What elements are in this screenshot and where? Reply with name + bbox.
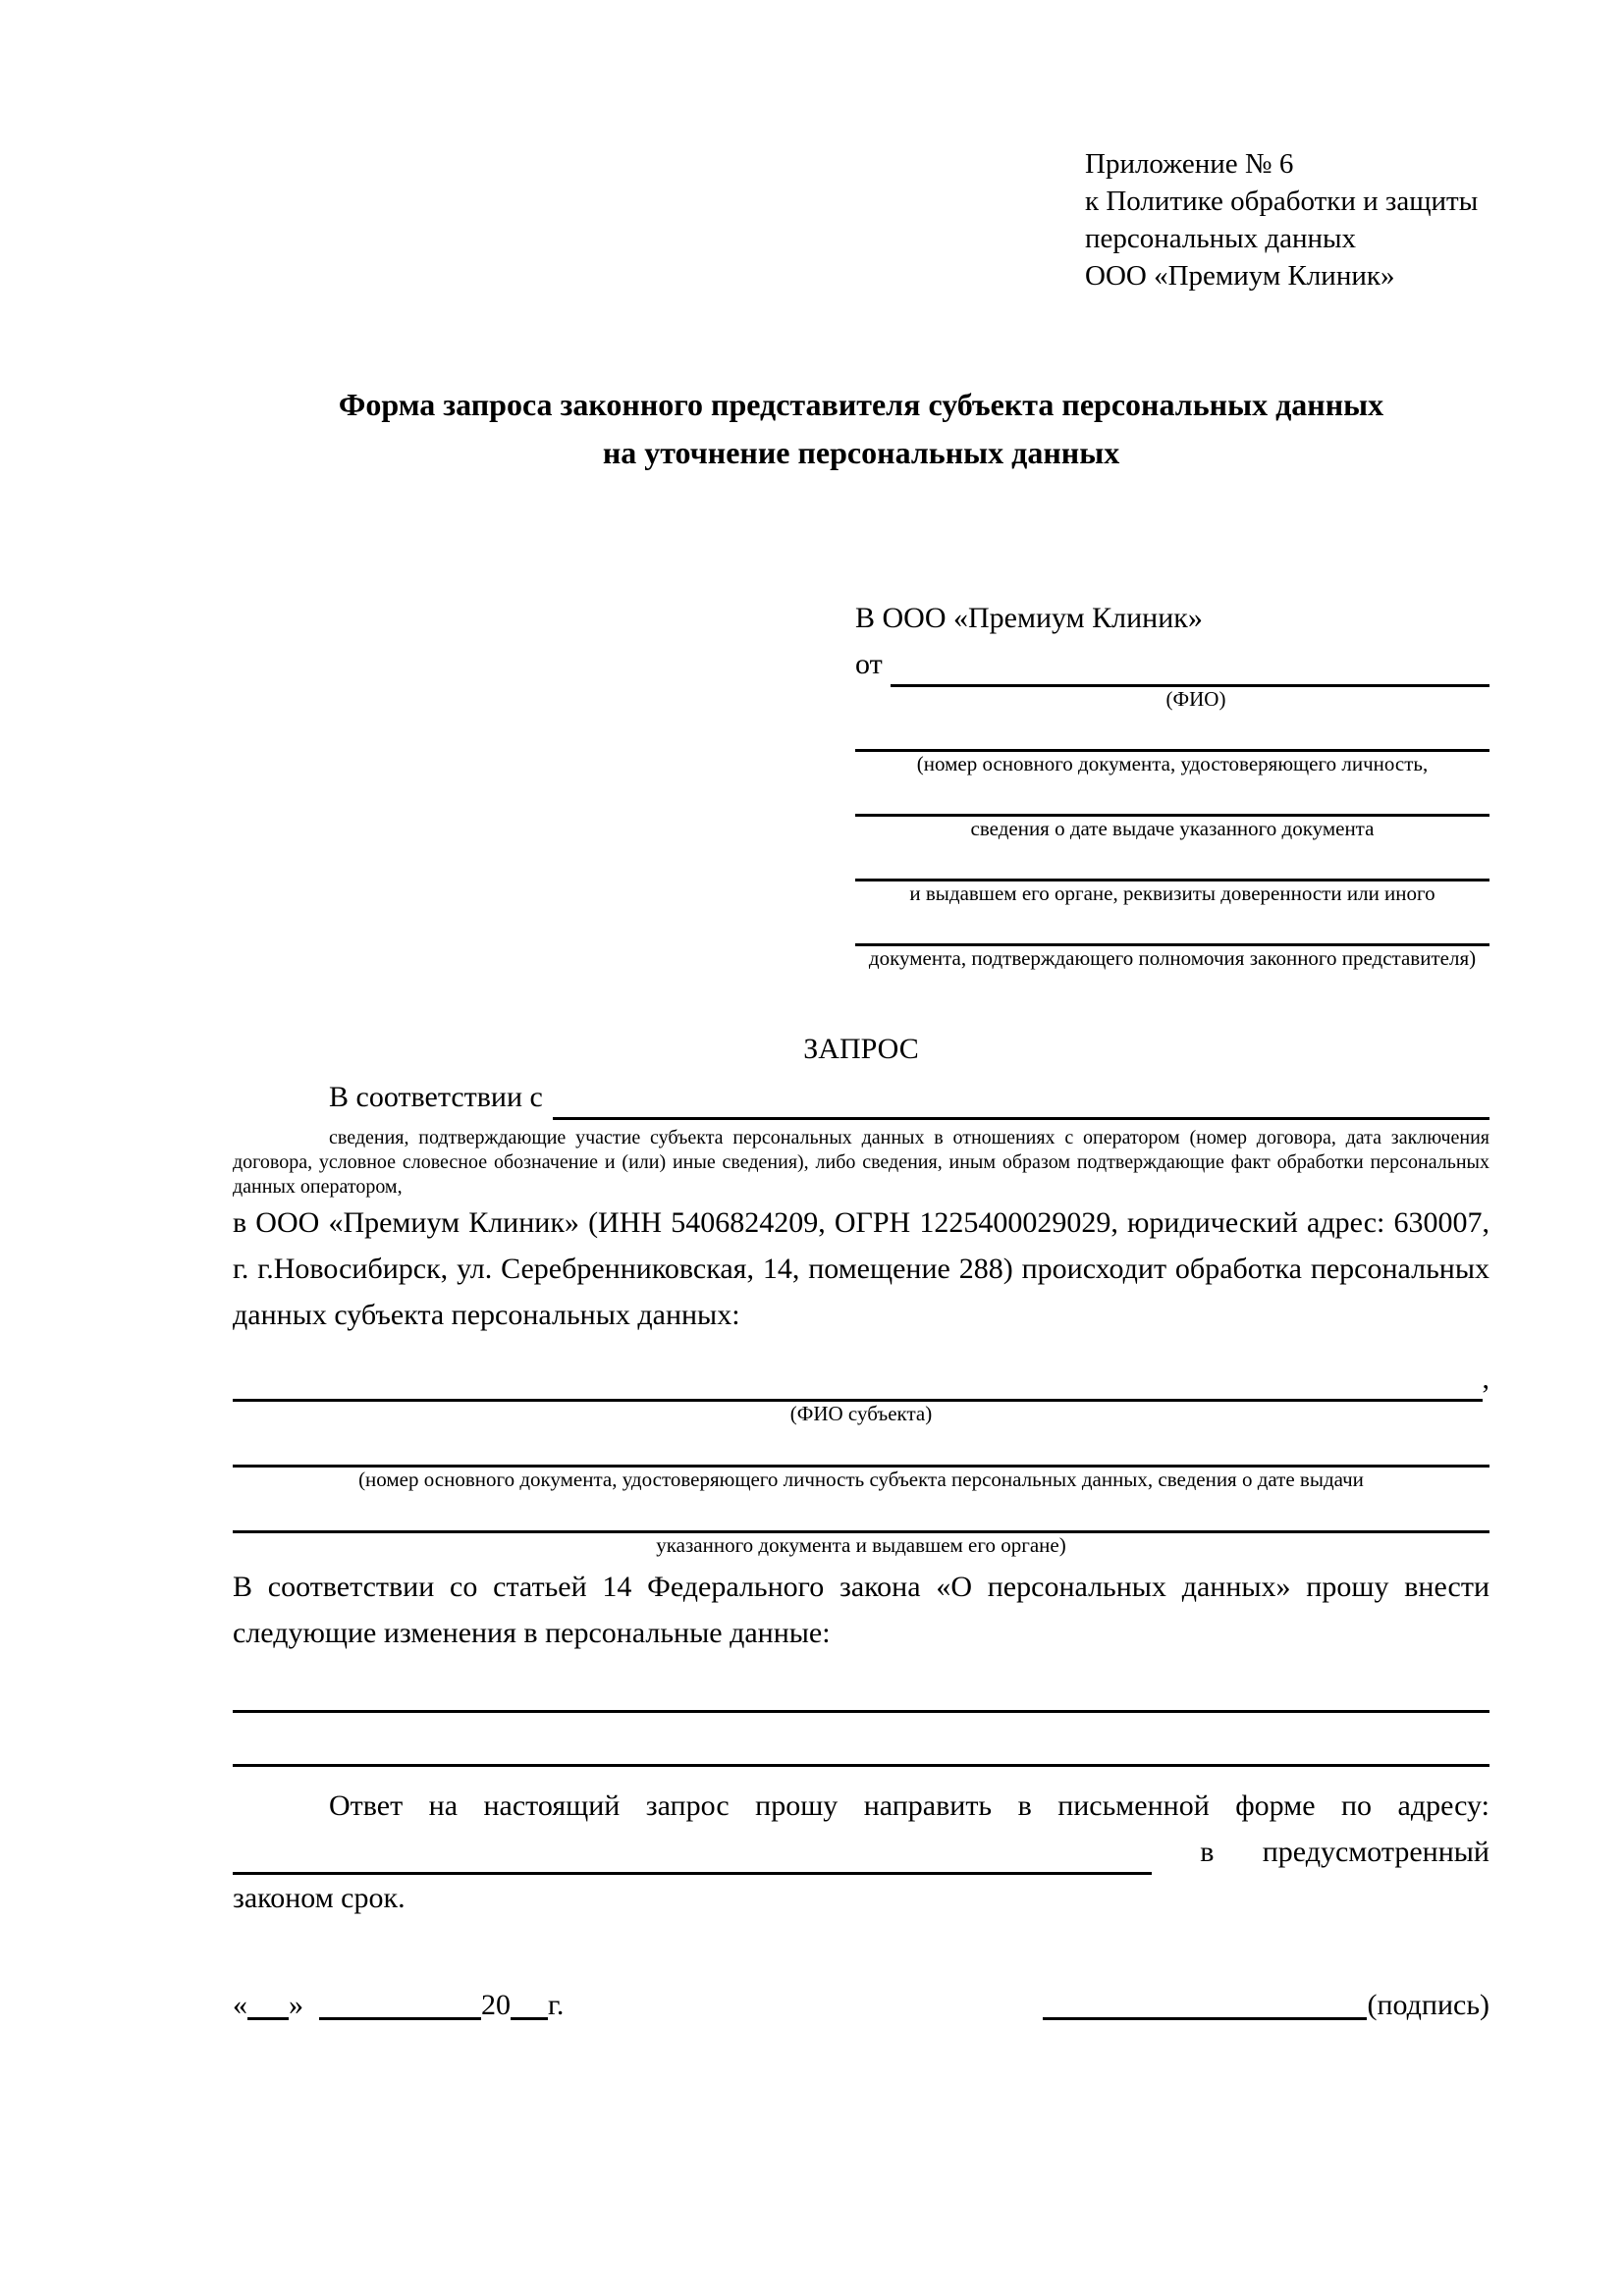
addressee-from-row	[855, 641, 1489, 687]
intro-note: сведения, подтверждающие участие субъекта персональных данных в отношениях с оператором (номер договора, дата заключения договора, условное словесное обозначение и (или) иные сведения), либо сведения, иным образом подтверждающие факт обработки персональных данных оператором,	[233, 1127, 1489, 1198]
doc-blank-line-1	[855, 712, 1489, 752]
month-blank-line	[319, 1993, 481, 2020]
signature-caption: (подпись)	[1367, 1989, 1489, 2021]
year-suffix: г.	[548, 1989, 565, 2021]
subject-doc-blank-line-1	[233, 1426, 1489, 1468]
date-signature-row	[233, 1982, 1489, 2028]
addressee-to: В ООО «Премиум Клиник»	[855, 602, 1203, 634]
subject-fio-trailing-comma: ,	[1482, 1362, 1489, 1395]
addressee-block	[855, 595, 1489, 971]
fio-blank-line	[891, 650, 1489, 687]
date-field	[233, 1982, 564, 2028]
intro-row	[233, 1074, 1489, 1120]
year-prefix: 20	[481, 1989, 511, 2021]
answer-request-line: Ответ на настоящий запрос прошу направить в письменной форме по адресу:	[329, 1789, 1489, 1822]
changes-blank-line-2	[233, 1713, 1489, 1767]
intro-blank-line	[553, 1083, 1489, 1120]
fio-caption: (ФИО)	[1165, 687, 1226, 711]
subject-doc-caption-1: (номер основного документа, удостоверяющего личность субъекта персональных данных, сведения о дате выдачи	[358, 1468, 1364, 1491]
subject-fio-blank-line	[233, 1364, 1483, 1402]
quote-close: »	[289, 1989, 303, 2021]
address-blank-line	[233, 1838, 1152, 1875]
doc-caption-1: (номер основного документа, удостоверяющего личность,	[916, 752, 1429, 775]
doc-caption-3: и выдавшем его органе, реквизиты доверенности или иного	[909, 881, 1435, 905]
doc-blank-line-2	[855, 776, 1489, 817]
answer-word-1: в	[1200, 1836, 1215, 1868]
document-title-line-1: Форма запроса законного представителя субъекта персональных данных	[338, 387, 1384, 422]
appendix-note	[1085, 145, 1489, 294]
appendix-line-4: ООО «Премиум Клиник»	[1085, 260, 1395, 292]
subject-fio-row	[233, 1356, 1489, 1402]
request-heading: ЗАПРОС	[803, 1033, 919, 1065]
subject-doc-caption-2: указанного документа и выдавшем его органе)	[656, 1533, 1066, 1557]
quote-open: «	[233, 1989, 247, 2021]
subject-doc-blank-line-2	[233, 1492, 1489, 1533]
changes-blank-line-1	[233, 1656, 1489, 1713]
answer-term-line: законом срок.	[233, 1882, 406, 1914]
year-blank-line	[511, 1993, 548, 2020]
operator-paragraph: в ООО «Премиум Клиник» (ИНН 5406824209, ОГРН 1225400029029, юридический адрес: 630007, г. г.Новосибирск, ул. Серебренниковская, 14, помещение 288) происходит обработка персональных данных субъекта персональных данных:	[233, 1206, 1489, 1331]
answer-word-2: предусмотренный	[1262, 1836, 1489, 1868]
answer-address-row	[233, 1829, 1489, 1875]
document-title	[233, 381, 1489, 477]
signature-blank-line	[1043, 1993, 1367, 2020]
day-blank-line	[247, 1993, 289, 2020]
intro-prefix: В соответствии с	[329, 1081, 543, 1113]
subject-fio-caption: (ФИО субъекта)	[789, 1402, 933, 1425]
addressee-from-label: от	[855, 648, 883, 680]
appendix-line-1: Приложение № 6	[1085, 148, 1294, 180]
doc-caption-2: сведения о дате выдаче указанного документа	[970, 817, 1375, 840]
doc-caption-4: документа, подтверждающего полномочия законного представителя)	[868, 946, 1477, 970]
appendix-line-2: к Политике обработки и защиты	[1085, 186, 1479, 217]
appendix-line-3: персональных данных	[1085, 223, 1357, 254]
signature-field	[1043, 1982, 1489, 2028]
doc-blank-line-3	[855, 841, 1489, 881]
document-title-line-2: на уточнение персональных данных	[602, 435, 1120, 470]
doc-blank-line-4	[855, 906, 1489, 946]
law-paragraph: В соответствии со статьей 14 Федерального закона «О персональных данных» прошу внести следующие изменения в персональные данные:	[233, 1571, 1489, 1649]
